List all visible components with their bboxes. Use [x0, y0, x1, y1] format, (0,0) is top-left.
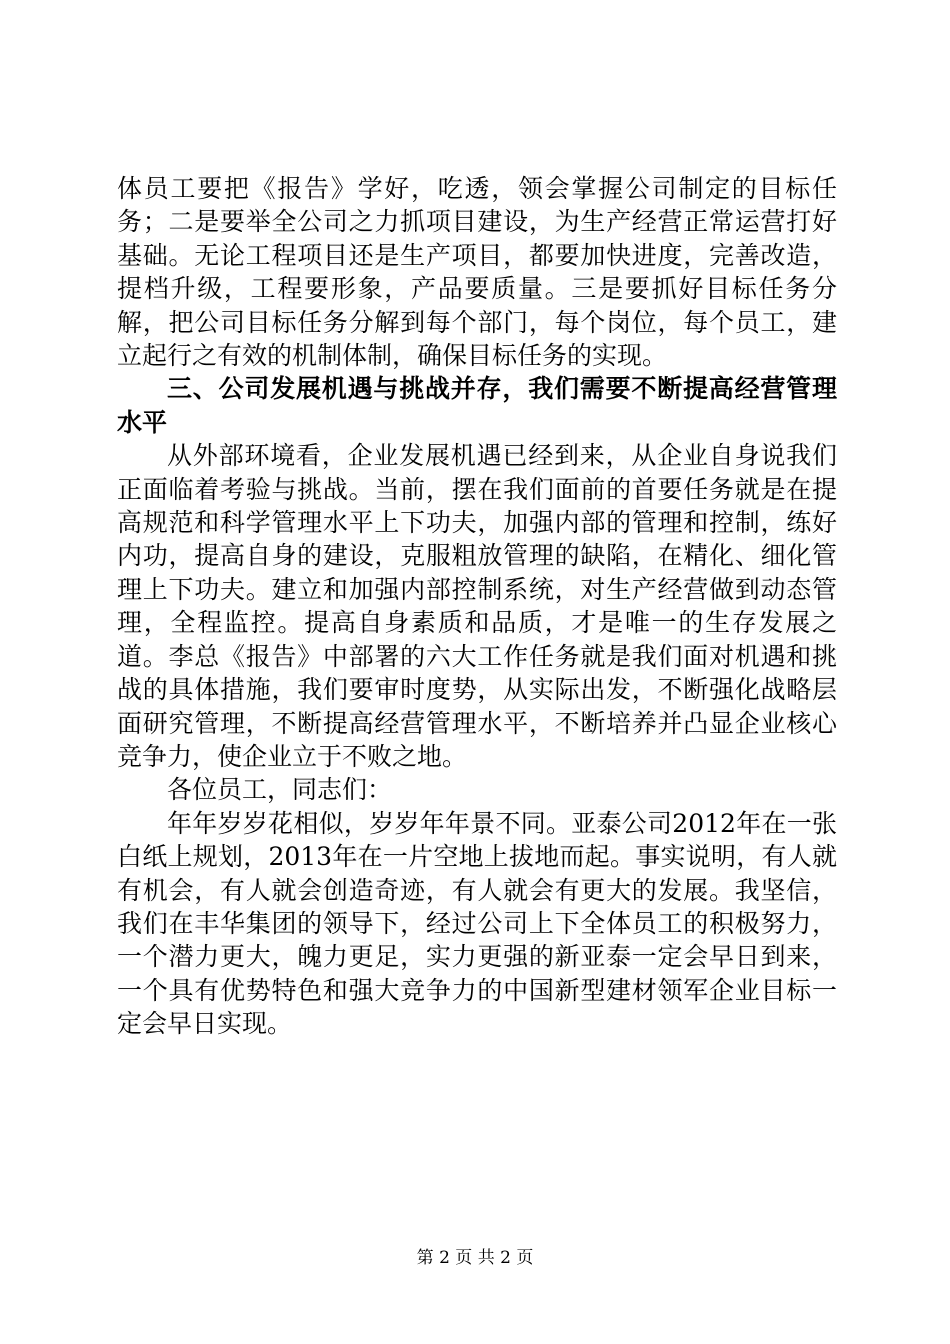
paragraph-closing: 年年岁岁花相似，岁岁年年景不同。亚泰公司2012年在一张白纸上规划，2013年在一片空地上拔地而起。事实说明，有人就有机会，有人就会创造奇迹，有人就会有更大的发展。我坚信，我们在丰华集团的领导下，经过公司上下全体员工的积极努力，一个潜力更大，魄力更足，实力更强的新亚泰一定会早日到来，一个具有优势特色和强大竞争力的中国新型建材领军企业目标一定会早日实现。: [117, 808, 837, 1039]
paragraph-salutation: 各位员工，同志们：: [167, 775, 393, 805]
section-heading: 三、公司发展机遇与挑战并存，我们需要不断提高经营管理水平: [117, 374, 837, 437]
page-footer: 第 2 页 共 2 页: [416, 1248, 534, 1268]
paragraph-continuation: 体员工要把《报告》学好，吃透，领会掌握公司制定的目标任务；二是要举全公司之力抓项目建设，为生产经营正常运营打好基础。无论工程项目还是生产项目，都要加快进度，完善改造，提档升级，工程要形象，产品要质量。三是要抓好目标任务分解，把公司目标任务分解到每个部门，每个岗位，每个员工，建立起行之有效的机制体制，确保目标任务的实现。: [117, 174, 837, 371]
paragraph-environment: 从外部环境看，企业发展机遇已经到来，从企业自身说我们正面临着考验与挑战。当前，摆在我们面前的首要任务就是在提高规范和科学管理水平上下功夫，加强内部的管理和控制，练好内功，提高自身的建设，克服粗放管理的缺陷，在精化、细化管理上下功夫。建立和加强内部控制系统，对生产经营做到动态管理，全程监控。提高自身素质和品质，才是唯一的生存发展之道。李总《报告》中部署的六大工作任务就是我们面对机遇和挑战的具体措施，我们要审时度势，从实际出发，不断强化战略层面研究管理，不断提高经营管理水平，不断培养并凸显企业核心竞争力，使企业立于不败之地。: [117, 441, 837, 771]
document-body: [117, 172, 837, 1041]
